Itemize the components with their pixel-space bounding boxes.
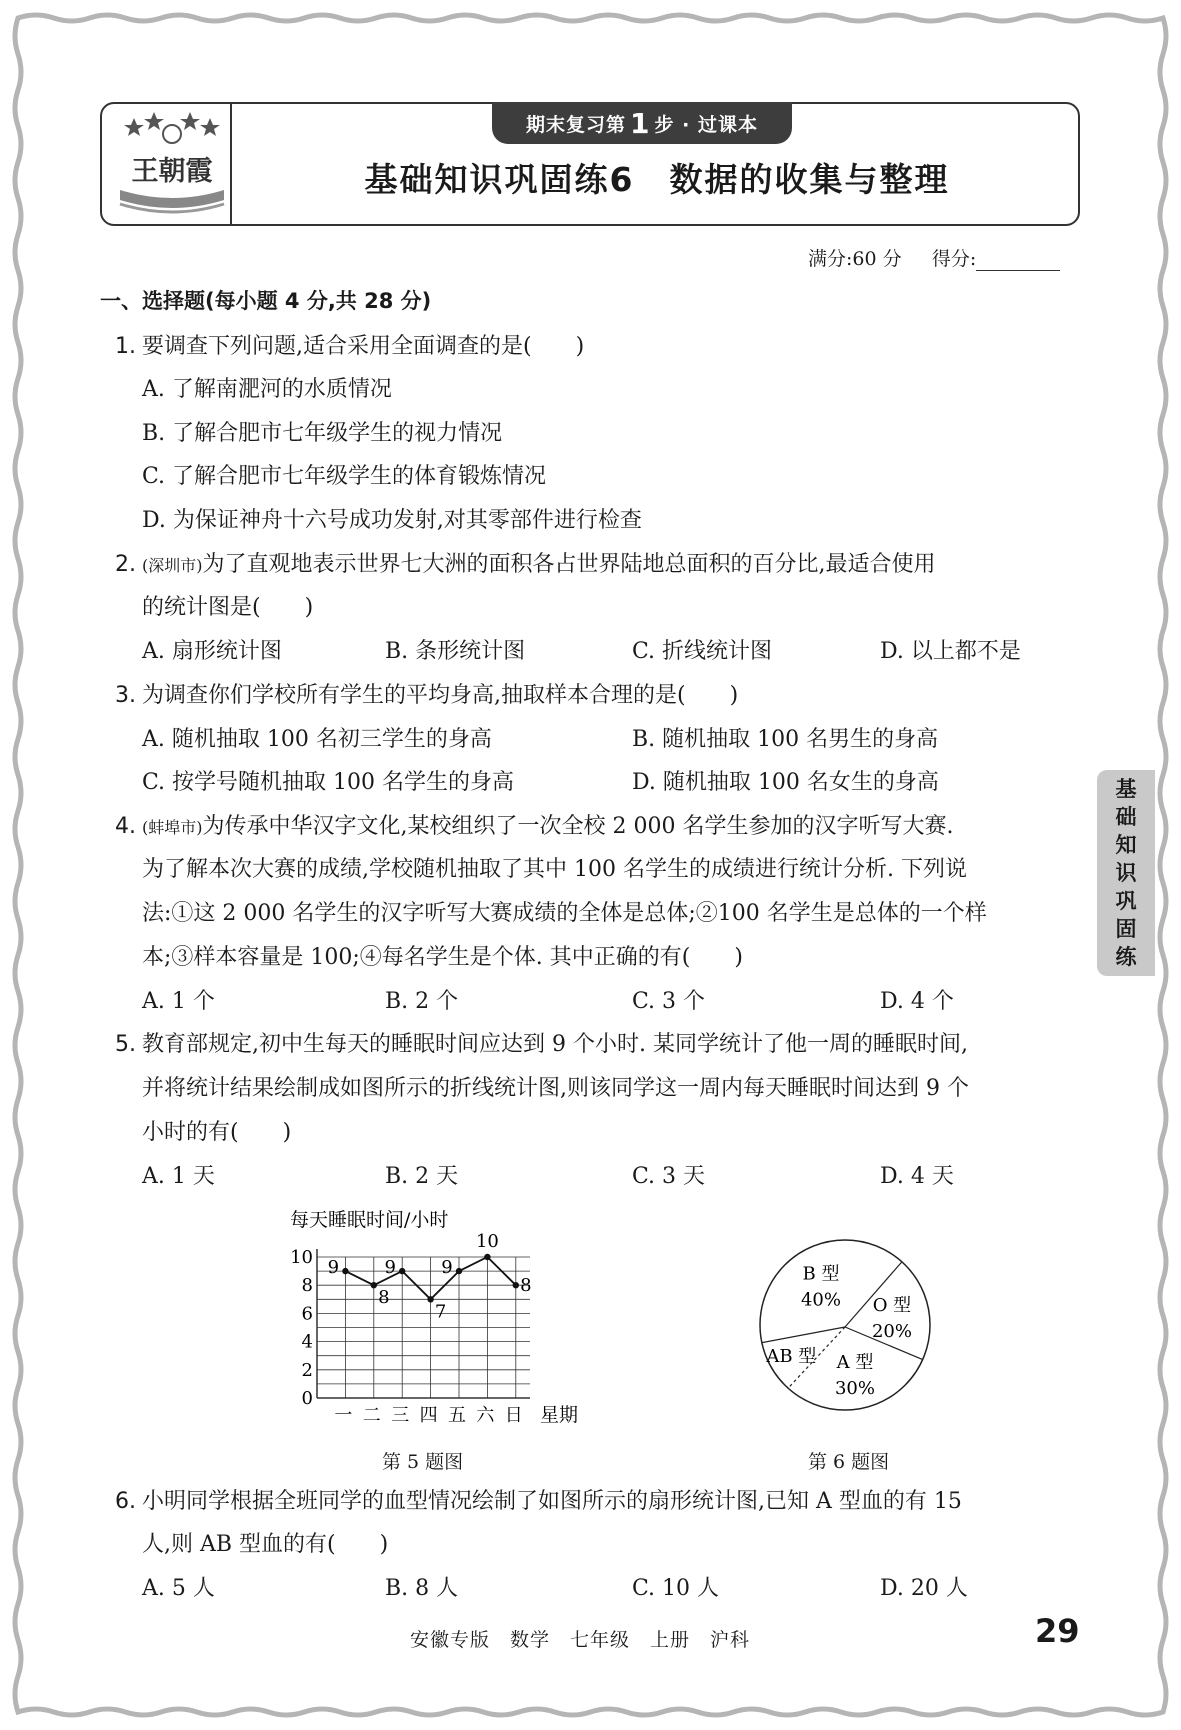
question-stem: 为了直观地表示世界七大洲的面积各占世界陆地总面积的百分比,最适合使用 [202, 552, 936, 577]
brand-logo [112, 108, 232, 220]
data-label: 7 [434, 1301, 447, 1323]
question-stem-cont: 人,则 AB 型血的有( ) [142, 1532, 389, 1557]
score-label: 得分: [931, 248, 977, 270]
data-label: 9 [327, 1257, 340, 1279]
side-tab-char: 识 [1115, 861, 1137, 885]
section-title: 一、选择题(每小题 4 分,共 28 分) [100, 289, 432, 313]
side-tab-char: 知 [1115, 833, 1137, 857]
step-number: 1 [630, 106, 651, 140]
chart-xlabel: 星期 [540, 1404, 579, 1426]
page-title: 基础知识巩固练6 数据的收集与整理 [364, 160, 950, 199]
step-prefix: 期末复习第 [526, 113, 627, 136]
q6-option-a: A. 5 人 [142, 1576, 215, 1601]
question-stem-cont: 的统计图是( ) [142, 595, 314, 620]
x-tick-label: 四 [419, 1405, 438, 1426]
score-blank[interactable] [976, 250, 1060, 271]
q1-option-b: B. 了解合肥市七年级学生的视力情况 [142, 421, 503, 446]
page-number: 29 [1035, 1612, 1080, 1650]
question-4 [115, 812, 953, 843]
header-box [100, 102, 1080, 226]
data-label: 8 [378, 1287, 390, 1309]
question-number: 1. [115, 334, 136, 359]
x-tick-label: 五 [448, 1405, 466, 1426]
svg-text:王朝霞: 王朝霞 [131, 156, 213, 187]
question-source: (蚌埠市) [142, 818, 203, 837]
question-6 [115, 1487, 962, 1517]
q1-option-d: D. 为保证神舟十六号成功发射,对其零部件进行检查 [142, 508, 642, 533]
pie-slice-label: AB 型 [766, 1346, 817, 1367]
full-score: 满分:60 分 [808, 248, 902, 270]
x-tick-label: 六 [476, 1405, 495, 1426]
question-stem: 为调查你们学校所有学生的平均身高,抽取样本合理的是( ) [142, 683, 739, 708]
q5-option-a: A. 1 天 [142, 1164, 215, 1189]
question-number: 2. [115, 552, 136, 577]
q5-option-d: D. 4 天 [880, 1164, 954, 1189]
y-tick-label: 8 [301, 1275, 313, 1297]
data-label: 8 [520, 1275, 532, 1297]
side-tab-char: 固 [1115, 917, 1137, 941]
question-number: 5. [115, 1032, 136, 1057]
step-suffix: 步 · 过课本 [654, 113, 758, 136]
pie-slice-value: 20% [871, 1321, 912, 1343]
q1-option-c: C. 了解合肥市七年级学生的体育锻炼情况 [142, 464, 547, 489]
data-label: 9 [441, 1257, 453, 1279]
question-stem-cont: 小时的有( ) [142, 1120, 292, 1145]
q3-option-c: C. 按学号随机抽取 100 名学生的身高 [142, 770, 515, 795]
data-point [342, 1268, 348, 1274]
q3-option-b: B. 随机抽取 100 名男生的身高 [632, 727, 939, 752]
footer-text: 安徽专版 数学 七年级 上册 沪科 [410, 1629, 751, 1651]
x-tick-label: 二 [362, 1405, 381, 1426]
question-stem: 要调查下列问题,适合采用全面调查的是( ) [142, 334, 585, 359]
x-tick-label: 三 [391, 1405, 410, 1426]
figure-5-caption: 第 5 题图 [382, 1451, 464, 1473]
y-tick-label: 6 [301, 1303, 313, 1325]
q6-option-c: C. 10 人 [632, 1576, 720, 1601]
pie-slice-label: B 型 [802, 1263, 840, 1285]
pie-slice-label: O 型 [872, 1295, 912, 1317]
step-tab [492, 102, 792, 144]
question-1 [115, 332, 584, 362]
q5-option-c: C. 3 天 [632, 1164, 706, 1189]
figure-6-caption: 第 6 题图 [808, 1451, 890, 1473]
score-line [808, 244, 1060, 271]
data-point [456, 1268, 462, 1274]
q4-option-d: D. 4 个 [880, 989, 954, 1014]
question-stem: 为传承中华汉字文化,某校组织了一次全校 2 000 名学生参加的汉字听写大赛. [202, 814, 954, 839]
x-tick-label: 一 [334, 1405, 353, 1426]
data-label: 10 [475, 1231, 499, 1252]
q2-option-d: D. 以上都不是 [880, 639, 1021, 664]
side-tab [1097, 770, 1155, 976]
q6-option-b: B. 8 人 [385, 1576, 459, 1601]
question-stem-cont: 法:①这 2 000 名学生的汉字听写大赛成绩的全体是总体;②100 名学生是总体的一个样 [142, 901, 987, 926]
sleep-line-chart [270, 1200, 590, 1430]
side-tab-char: 练 [1115, 945, 1137, 969]
q4-option-c: C. 3 个 [632, 989, 706, 1014]
data-point [513, 1282, 519, 1288]
q4-option-b: B. 2 个 [385, 989, 459, 1014]
question-number: 6. [115, 1489, 136, 1514]
question-3 [115, 681, 738, 711]
q2-option-b: B. 条形统计图 [385, 639, 526, 664]
question-number: 4. [115, 814, 136, 839]
side-tab-char: 础 [1115, 805, 1137, 829]
q1-option-a: A. 了解南淝河的水质情况 [142, 377, 392, 402]
y-tick-label: 10 [290, 1247, 313, 1268]
side-tab-char: 巩 [1115, 889, 1137, 913]
pie-slice-value: 30% [834, 1377, 875, 1399]
data-point [371, 1282, 377, 1288]
q2-option-a: A. 扇形统计图 [142, 639, 282, 664]
question-stem: 教育部规定,初中生每天的睡眠时间应达到 9 个小时. 某同学统计了他一周的睡眠时间, [142, 1032, 968, 1057]
data-point [427, 1296, 433, 1302]
question-source: (深圳市) [142, 556, 203, 575]
q3-option-a: A. 随机抽取 100 名初三学生的身高 [142, 727, 492, 752]
q6-option-d: D. 20 人 [880, 1576, 968, 1601]
q2-option-c: C. 折线统计图 [632, 639, 773, 664]
question-stem: 小明同学根据全班同学的血型情况绘制了如图所示的扇形统计图,已知 A 型血的有 15 [142, 1489, 962, 1514]
y-tick-label: 2 [301, 1359, 313, 1381]
side-tab-char: 基 [1115, 777, 1137, 801]
question-number: 3. [115, 683, 136, 708]
data-label: 9 [384, 1257, 396, 1279]
x-tick-label: 日 [504, 1405, 523, 1426]
y-tick-label: 4 [301, 1331, 313, 1353]
q3-option-d: D. 随机抽取 100 名女生的身高 [632, 770, 939, 795]
data-point [399, 1268, 405, 1274]
question-5 [115, 1030, 968, 1060]
q5-option-b: B. 2 天 [385, 1164, 459, 1189]
y-tick-label: 0 [301, 1388, 313, 1409]
data-point [484, 1254, 490, 1260]
question-2 [115, 550, 936, 581]
pie-slice-value: 40% [800, 1289, 842, 1311]
question-stem-cont: 本;③样本容量是 100;④每名学生是个体. 其中正确的有( ) [142, 945, 743, 970]
q4-option-a: A. 1 个 [142, 989, 215, 1014]
question-stem-cont: 为了解本次大赛的成绩,学校随机抽取了其中 100 名学生的成绩进行统计分析. 下列说 [142, 857, 967, 882]
pie-slice-label: A 型 [836, 1351, 874, 1373]
question-stem-cont: 并将统计结果绘制成如图所示的折线统计图,则该同学这一周内每天睡眠时间达到 9 个 [142, 1076, 969, 1101]
blood-type-pie-chart [750, 1230, 940, 1420]
chart-ylabel: 每天睡眠时间/小时 [290, 1209, 449, 1231]
